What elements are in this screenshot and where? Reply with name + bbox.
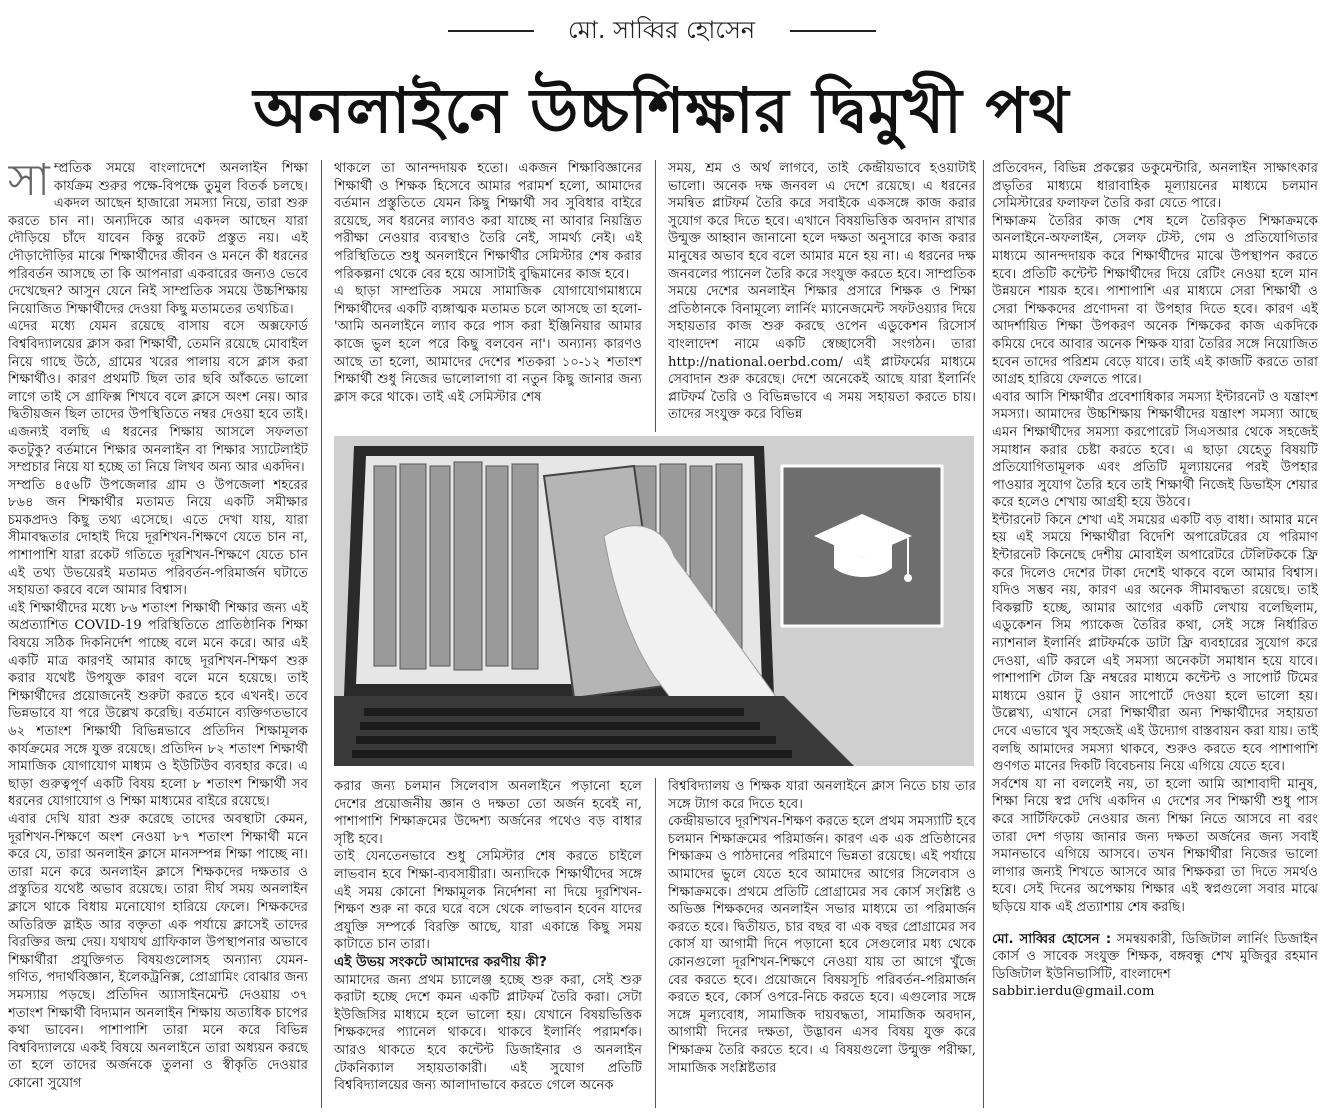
column-divider [655, 778, 656, 1108]
paragraph: সম্প্রতি ৪৫৬টি উপজেলার গ্রাম ও উপজেলা শহরের ৮৬৪ জন শিক্ষার্থীর মতামত নিয়ে একটি সমীক্ষার চমকপ্রদও কিছু তথ্য এসেছে। এতে দেখা যায়, যারা সীমাবদ্ধতার দোহাই দিয়ে দূরশিখন-শিক্ষণে যেতে চান না, পাশাপাশি যারা রকেট গতিতে দূরশিখন-শিক্ষণে যেতে চান এই তথ্য উভয়েরই মতামত পরিবর্তন-পরিমার্জন ঘটাতে সহায়তা করবে বলে আমার বিশ্বাস। [8, 477, 308, 599]
dropcap: সা [8, 160, 50, 206]
author-email: sabbir.ierdu@gmail.com [992, 984, 1155, 1000]
article-photo [334, 436, 974, 766]
column-3-top [668, 160, 976, 432]
subheading: এই উভয় সংকটে আমাদের করণীয় কী? [334, 953, 547, 970]
paragraph: আমাদের জন্য প্রথম চ্যালেঞ্জ হচ্ছে শুরু করা, সেই শুরু করাটা হচ্ছে দেশে কমন একটি প্লাটফর্ম তৈরি করা। সেটা ইউজিসির মাধ্যমে হলে ভালো হয়। যেখানে বিষয়ভিত্তিক শিক্ষকদের প্যানেল থাকবে। থাকবে ইলার্নিং পরামর্শক। আরও থাকতে হবে কন্টেন্ট ডিজাইনার ও অনলাইন টেকনিক্যাল সহায়তাকারী। এই সুযোগ প্রতিটি বিশ্ববিদ্যালয়ের জন্য আলাদাভাবে করতে গেলে অনেক [334, 972, 642, 1094]
byline: মো. সাব্বির হোসেন [567, 16, 756, 44]
paragraph: সময়, শ্রম ও অর্থ লাগবে, তাই কেন্দ্রীয়ভাবে হওয়াটাই ভালো। অনেক দক্ষ জনবল এ দেশে রয়েছে। এ ধরনের সমন্বিত প্লাটফর্ম তৈরি করে সবাইকে একসঙ্গে কাজ করার সুযোগ করে দিতে হবে। এখানে বিষয়ভিত্তিক অবদান রাখার উন্মুক্ত আহ্বান জানানো হলে দক্ষতা অনুসারে কাজ করার মানুষের অভাব হবে বলে আমার মনে হয় না। এ ধরনের দক্ষ জনবলের প্যানেল তৈরি করে সংযুক্ত করতে হবে। সাম্প্রতিক সময়ে দেশের অনলাইন শিক্ষার প্রসারে শিক্ষক ও শিক্ষা প্রতিষ্ঠানকে বিনামূল্যে লার্নিং ম্যানেজমেন্ট সফটওয়্যার দিয়ে সহায়তার কাজ শুরু করছে ওপেন এডুকেশন রিসোর্স বাংলাদেশ নামে একটি স্বেচ্ছাসেবী সংগঠন। তারা http://national.oerbd.com/ এই প্লাটফর্মের মাধ্যমে সেবাদান শুরু করেছে। দেশে অনেকেই আছে যারা ইলার্নিং প্লাটফর্ম তৈরি ও বিভিন্নভাবে এ সময় সহায়তা করতে চায়। তাদের সংযুক্ত করে বিভিন্ন [668, 161, 976, 423]
column-divider [655, 160, 656, 432]
column-2-top [334, 160, 642, 432]
paragraph: এই শিক্ষার্থীদের মধ্যে ৮৬ শতাংশ শিক্ষার্থী শিক্ষার জন্য এই অপ্রত্যাশিত COVID-19 পরিস্থিতিতে প্রাতিষ্ঠানিক শিক্ষা বিষয়ে সঠিক দিকনির্দেশ পাচ্ছে বলে মনে করে। আর এই একটি মাত্র কারণই আমার কাছে দূরশিখন-শিক্ষণ শুরু করার যথেষ্ট উপযুক্ত কারণ বলে মনে হয়েছে। তাই শিক্ষার্থীদের প্রয়োজনেই শুরুটা করতে হবে এখনই। তবে ভিন্নভাবে যা পরে উল্লেখ করেছি। বর্তমানে ব্যক্তিগতভাবে ৬২ শতাংশ শিক্ষার্থী বিভিন্নভাবে প্রতিদিন শিক্ষামূলক কার্যক্রমের সঙ্গে যুক্ত রয়েছে। প্রতিদিন ৮২ শতাংশ শিক্ষার্থী সামাজিক যোগাযোগ মাধ্যম ও ইউটিউব ব্যবহার করে। এ ছাড়া গুরুত্বপূর্ণ একটি বিষয় হলো ৮ শতাংশ শিক্ষার্থী সব ধরনের যোগাযোগ ও শিক্ষা মাধ্যমের বাইরে রয়েছে। [8, 600, 308, 810]
paragraph: এদের মধ্যে যেমন রয়েছে বাসায় বসে অক্সফোর্ড বিশ্ববিদ্যালয়ের ক্লাস করা শিক্ষার্থী, তেমনি রয়েছে মোবাইল নিয়ে গাছে উঠে, গ্রামের খরের পালায় বসে ক্লাস করা শিক্ষার্থীও। কারণ প্রথমটি ছিল তার ছবি আঁকতে ভালো লাগে তাই সে গ্রাফিক্স শিখবে বলে ক্লাসে অংশ নেয়। আর দ্বিতীয়জন ছিল তাদের উপস্থিতিতে নম্বর দেওয়া হবে তাই। এজন্যই বলছি এ ধরনের শিক্ষায় আসলে সফলতা কতটুকু? বর্তমানে শিক্ষার অনলাইন বা শিক্ষার স্যাটেলাইট সম্প্রচার নিয়ে যা হচ্ছে তা নিয়ে লিখব অন্য আর একদিন। [8, 319, 308, 476]
column-1 [8, 160, 308, 1108]
author-note [992, 931, 1318, 1001]
paragraph: থাকলে তা আনন্দদায়ক হতো। একজন শিক্ষাবিজ্ঞানের শিক্ষার্থী ও শিক্ষক হিসেবে আমার পরামর্শ হলো, আমাদের বর্তমান প্রস্তুতিতে যেমন কিছু শিক্ষার্থী সব সুবিধার বাইরে রয়েছে, সব ধরনের ল্যাবও করা যাচ্ছে না আবার নিয়ন্ত্রিত পরীক্ষা নেওয়ার ব্যবস্থাও তৈরি নেই, সামর্থ্য নেই। এই পরিস্থিতিতে শুধু অনলাইনে শিক্ষার্থীর সেমিস্টার শেষ করার পরিকল্পনা থেকে বের হয়ে আসাটাই বুদ্ধিমানের কাজ হবে। [334, 161, 642, 282]
paragraph: ইন্টারনেট কিনে শেখা এই সময়ের একটি বড় বাধা। আমার মনে হয় এই সময়ে শিক্ষার্থীরা বিদেশি অপারেটরের যে পরিমাণ ইন্টারনেট কিনেছে দেশীয় মোবাইল অপারেটরে টেলিটককে ফ্রি করে দিলেও দেশের টাকা দেশেই থাকবে বলে আমার বিশ্বাস। যদিও সম্ভব নয়, কারণ এর অনেক সীমাবদ্ধতা রয়েছে। তাই বিকল্পটি হচ্ছে, আমার আগের একটি লেখায় বলেছিলাম, এডুকেশন সিম প্যাকেজ তৈরির কথা, সেই সঙ্গে নির্ধারিত ন্যাশনাল ইলার্নিং প্লাটফর্মকে ডাটা ফ্রি ব্যবহারের সুযোগ করে দেওয়া, এটি করলে এই সমস্যা অনেকটা সমাধান হয়ে যাবে। পাশাপাশি টোল ফ্রি নম্বরের মাধ্যমে কন্টেন্ট ও সাপোর্ট টিমের মাধ্যমে ওয়ান টু ওয়ান সাপোর্টে দেওয়া হলে ভালো হয়। উল্লেখ্য, এখানে সেরা শিক্ষার্থীরা অন্য শিক্ষার্থীদের সহায়তা দেবে এভাবে খুব সহজেই এই উদ্যোগ বাস্তবায়ন করা যায়। তাই বলছি আমাদের সমস্যা থাকবে, শুরুও করতে হবে পাশাপাশি গুণগত মানের দিকটি বিবেচনায় নিয়ে এগিয়ে যেতে হবে। [992, 512, 1318, 775]
paragraph: এ ছাড়া সাম্প্রতিক সময়ে সামাজিক যোগাযোগমাধ্যমে শিক্ষার্থীদের একটি ব্যঙ্গাত্মক মতামত চলে আসছে তা হলো- 'আমি অনলাইনে ল্যাব করে পাস করা ইঞ্জিনিয়ার আমার কাজে ভুল হলে পরে কিছু বলবেন না'। অন্যান্য কারণও আছে তা হলো, আমাদের দেশের শতকরা ১০-১২ শতাংশ শিক্ষার্থী শুধু নিজের ভালোলাগা বা নতুন কিছু জানার জন্য ক্লাস করে থাকে। তাই এই সেমিস্টার শেষ [334, 284, 642, 405]
paragraph: বিশ্ববিদ্যালয় ও শিক্ষক যারা অনলাইনে ক্লাস নিতে চায় তার সঙ্গে ট্যাগ করে দিতে হবে। [668, 779, 976, 812]
paragraph: এবার দেখি যারা শুরু করেছে তাদের অবস্থাটা কেমন, দূরশিখন-শিক্ষণে অংশ নেওয়া ৮৭ শতাংশ শিক্ষার্থী মনে করে যে, তারা অনলাইন ক্লাসে মানসম্পন্ন শিক্ষা পাচ্ছে না। তারা মনে করে অনলাইন ক্লাসে শিক্ষকদের দক্ষতার ও প্রস্তুতির যথেষ্ট অভাব রয়েছে। তারা দীর্ঘ সময় অনলাইন ক্লাসে থাকে বিধায় মনোযোগ হারিয়ে ফেলে। শিক্ষকদের অতিরিক্ত স্লাইড আর বক্তৃতা এক পর্যায়ে ক্লাসেই তাদের বিরক্তির জন্ম দেয়। যথাযথ গ্রাফিকাল উপস্থাপনার অভাবে শিক্ষার্থীরা প্রযুক্তিগত বিষয়গুলোসহ অন্যান্য যেমন- গণিত, পদার্থবিজ্ঞান, ইলেকট্রনিক্স, প্রোগ্রামিং বোঝার জন্য সমস্যায় পড়ছে। প্রতিদিন অ্যাসাইনমেন্ট দেওয়ায় ৩৭ শতাংশ শিক্ষার্থী বিদ্যমান অনলাইন শিক্ষায় অত্যধিক চাপের কথা ভাবেন। পাশাপাশি তারা মনে করে বিভিন্ন বিশ্ববিদ্যালয়ে একই বিষয়ে অনলাইনে তারা অধ্যয়ন করছে তা হলে তাদের অর্জনকে তুলনা ও স্বীকৃতি দেওয়ার কোনো সুযোগ [8, 811, 308, 1091]
paragraph: সর্বশেষ যা না বললেই নয়, তা হলো আমি আশাবাদী মানুষ, শিক্ষা নিয়ে স্বপ্ন দেখি একদিন এ দেশের সব শিক্ষার্থী শুধু পাস করে সার্টিফিকেট নেওয়ার জন্য শিক্ষা নিতে আসবে না বরং তারা দেশ গড়ায় জানার জন্য দক্ষতা অর্জনের জন্য সবাই সমানভাবে এগিয়ে আসবে। তখন শিক্ষার্থীরা নিজের ভালো লাগার জন্যই শিখতে আসবে আর শিক্ষকরা তা দিতে সমর্থও হবে। সেই দিনের অপেক্ষায় শিক্ষার এই স্বপ্নগুলো সবার মাঝে ছড়িয়ে যাক এই প্রত্যাশায় শেষ করছি। [992, 776, 1318, 915]
author-name: মো. সাব্বির হোসেন : [992, 931, 1112, 947]
paragraph: কেন্দ্রীয়ভাবে দূরশিখন-শিক্ষণ করতে হলে প্রথম সমস্যাটি হবে চলমান শিক্ষাক্রমের পরিমার্জন। কারণ এক এক প্রতিষ্ঠানের শিক্ষাক্রম ও পাঠদানের পরিমাণে ভিন্নতা রয়েছে। এই পর্যায়ে আমাদের ভুলে যেতে হবে আমাদের আগের সিলেবাস ও শিক্ষাক্রমকে। প্রথমে প্রতিটি প্রোগ্রামের সব কোর্স সংশ্লিষ্ট ও অভিজ্ঞ শিক্ষকদের অনলাইন সভার মাধ্যমে তা পরিমার্জন করতে হবে। দ্বিতীয়ত, চার বছর বা এক বছর প্রোগ্রামের সব কোর্স যা আগামী দিনে পড়ানো হবে সেগুলোর মধ্য থেকে কোনগুলো দূরশিখন-শিক্ষণে নেওয়া যায় তা আগে খুঁজে বের করতে হবে। প্রয়োজনে বিষয়সূচি পরিবর্তন-পরিমার্জন করতে হবে, কোর্স ওপরে-নিচে করতে হবে। এগুলোর সঙ্গে সঙ্গে মূল্যবোধ, সামাজিক দায়বদ্ধতা, সামাজিক অবদান, আগামী দিনের দক্ষতা, উদ্ভাবন এসব বিষয় যুক্ত করে শিক্ষাক্রম তৈরি করতে হবে। এ বিষয়গুলো উন্মুক্ত পরীক্ষা, সামাজিক সংশ্লিষ্টতার [668, 814, 976, 1076]
paragraph: সাম্প্রতিক সময়ে বাংলাদেশে অনলাইন শিক্ষা কার্যক্রম শুরুর পক্ষে-বিপক্ষে তুমুল বিতর্ক চলছে। একদল আছেন হাজারো সমস্যা নিয়ে, তারা শুরু করতে চান না। অন্যদিকে আর একদল আছেন যারা দৌড়িয়ে চাঁদে যাবেন কিন্তু রকেট প্রস্তুত নয়। এই দৌড়াদৌড়ির মাঝে শিক্ষার্থীদের জীবন ও মননে কী ধরনের পরিবর্তন আসছে তা কি আপনারা একবারের জন্যও ভেবে দেখেছেন? আসুন যেনে নিই সাম্প্রতিক সময়ে উচ্চশিক্ষায় নিয়োজিত শিক্ষার্থীদের দেওয়া কিছু মতামতের তথ্যচিত্র। [8, 160, 308, 317]
column-divider [321, 160, 322, 1108]
paragraph: এবার আসি শিক্ষার্থীর প্রবেশাধিকার সমস্যা ইন্টারনেট ও যন্ত্রাংশ সমস্যা। আমাদের উচ্চশিক্ষায় শিক্ষার্থীদের যন্ত্রাংশ সমস্যা আছে এমন শিক্ষার্থীদের সমস্যা করপোরেট সিএসআর থেকে সহজেই সমাধান করার চেষ্টা করতে হবে। এ ছাড়া যেহেতু বিষয়টি প্রতিযোগিতামূলক এবং প্রতিটি মূল্যায়নের পরই উপহার পাওয়ার সুযোগ তৈরি হবে তাই শিক্ষার্থী নিজেই ডিভাইস শেয়ার করে হলেও শেখায় আগ্রহী হয়ে উঠবে। [992, 389, 1318, 511]
column-4 [992, 160, 1318, 1108]
column-2-bottom [334, 778, 642, 1108]
column-3-bottom [668, 778, 976, 1108]
column-divider [983, 160, 984, 1108]
paragraph: করার জন্য চলমান সিলেবাস অনলাইনে পড়ানো হলে দেশের প্রয়োজনীয় জ্ঞান ও দক্ষতা তো অর্জন হবেই না, পাশাপাশি শিক্ষাক্রমের উদ্দেশ্য অর্জনের পথেও বড় বাধার সৃষ্টি হবে। [334, 779, 642, 847]
paragraph: তাই যেনতেনভাবে শুধু সেমিস্টার শেষ করতে চাইলে লাভবান হবে শিক্ষা-ব্যবসায়ীরা। অন্যদিকে শিক্ষার্থীদের সঙ্গে এই সময় কোনো শিক্ষামূলক নির্দেশনা না দিয়ে দূরশিখন-শিক্ষণ শুরু না করে ঘরে বসে থেকে লাভবান হবেন যাদের প্রযুক্তি সম্পর্কে বিরক্তি আছে, যারা একান্তে কিছু সময় কাটাতে চান তারা। [334, 849, 642, 953]
author-description: সমন্বয়কারী, ডিজিটাল লার্নিং ডিজাইন কোর্স ও সাবেক সংযুক্ত শিক্ষক, বঙ্গবন্ধু শেখ মুজিবুর রহমান ডিজিটাল ইউনিভার্সিটি, বাংলাদেশ [992, 931, 1318, 982]
paragraph: প্রতিবেদন, বিভিন্ন প্রকল্পের ডকুমেন্টারি, অনলাইন সাক্ষাৎকার প্রভৃতির মাধ্যমে ধারাবাহিক মূল্যায়নের মাধ্যমে চলমান সেমিস্টারের ফলাফল তৈরি করা যেতে পারে। [992, 161, 1318, 212]
headline: অনলাইনে উচ্চশিক্ষার দ্বিমুখী পথ [253, 74, 1070, 147]
byline-rule-left [448, 30, 534, 32]
paragraph: শিক্ষাক্রম তৈরির কাজ শেষ হলে তৈরিকৃত শিক্ষাক্রমকে অনলাইনে-অফলাইন, সেলফ টেস্ট, গেম ও প্রতিযোগিতার মাধ্যমে আনন্দদায়ক করে শিক্ষার্থীদের মাঝে উপস্থাপন করতে হবে। প্রতিটি কন্টেন্ট শিক্ষার্থীদের দিয়ে রেটিং নেওয়া হলে মান উন্নয়নে শায়ক হবে। পাশাপাশি এর মাধ্যমে সেরা শিক্ষার্থী ও সেরা শিক্ষকদের প্রণোদনা বা উপহার দিতে হবে। কারণ এই আদর্শায়িত শিক্ষা উপকরণ অনেক শিক্ষকের কাজ একদিকে কমিয়ে দেবে আবার অনেক শিক্ষক যারা তৈরির সঙ্গে নিয়োজিত হবেন তাদের পরিশ্রম বেড়ে যাবে। তাই এই কাজটি করতে তারা আগ্রহ হারিয়ে ফেলতে পারে। [992, 213, 1318, 388]
byline-rule-right [790, 30, 876, 32]
